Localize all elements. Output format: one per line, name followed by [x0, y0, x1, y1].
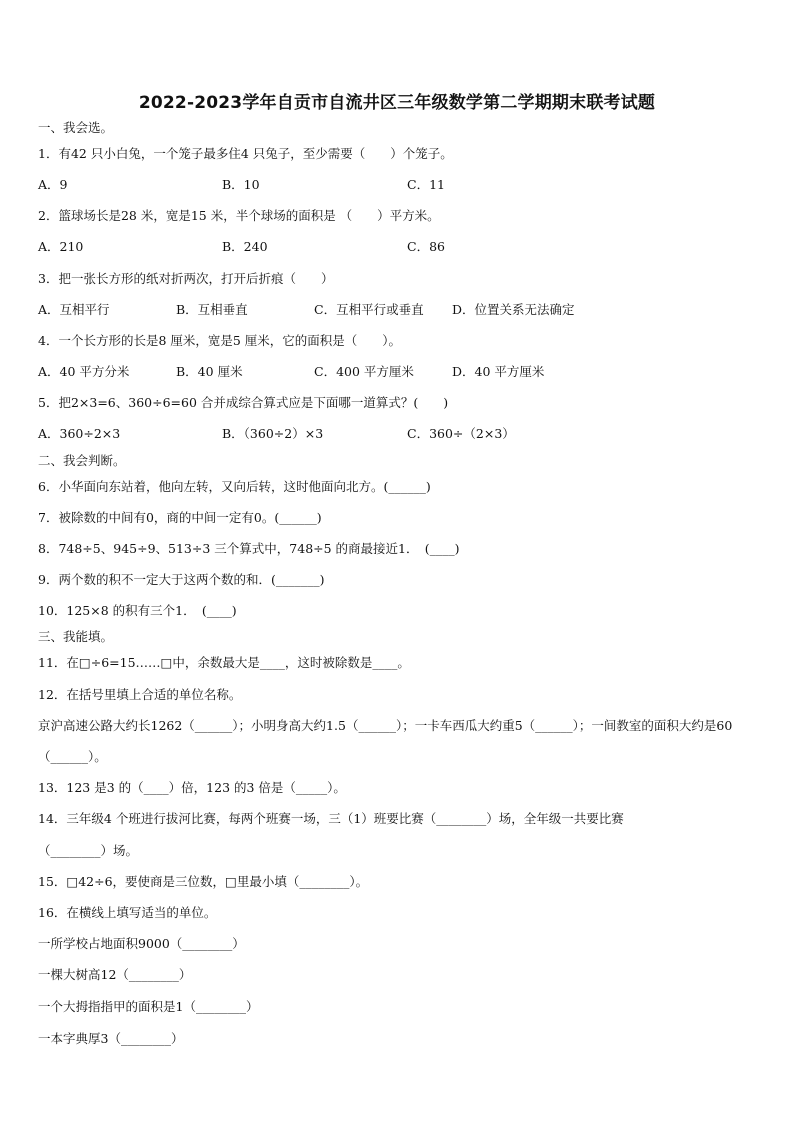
question-16-item: 一个大拇指指甲的面积是1（________）	[38, 999, 259, 1014]
page-title: 2022-2023学年自贡市自流井区三年级数学第二学期期末联考试题	[138, 93, 656, 113]
q2-option-c: C．86	[407, 239, 445, 254]
section-heading-judge: 二、我会判断。	[38, 453, 126, 468]
q3-option-d: D．位置关系无法确定	[452, 302, 575, 317]
question-3: 3．把一张长方形的纸对折两次，打开后折痕（ ）	[38, 271, 334, 286]
question-12-content: 京沪高速公路大约长1262（______）；小明身高大约1.5（______）；一卡车西瓜大约重5（______）；一间教室的面积大约是60（______）。	[38, 718, 733, 764]
q5-option-b: B．（360÷2）×3	[222, 426, 324, 441]
question-13: 13．123 是3 的（____）倍，123 的3 倍是（_____）。	[38, 780, 346, 795]
q1-option-a: A．9	[38, 177, 68, 192]
question-2: 2．篮球场长是28 米，宽是15 米，半个球场的面积是 （ ）平方米。	[38, 208, 440, 223]
q1-option-b: B．10	[222, 177, 260, 192]
question-7: 7．被除数的中间有0，商的中间一定有0。(______)	[38, 510, 322, 525]
section-heading-choice: 一、我会选。	[38, 120, 114, 135]
q5-option-a: A．360÷2×3	[38, 426, 121, 441]
question-14-continued: （________）场。	[38, 843, 139, 858]
q4-option-b: B．40 厘米	[176, 364, 243, 379]
question-11: 11．在□÷6=15……□中，余数最大是____，这时被除数是____。	[38, 655, 410, 670]
q2-option-a: A．210	[38, 239, 84, 254]
q3-option-a: A．互相平行	[38, 302, 110, 317]
q4-option-c: C．400 平方厘米	[314, 364, 414, 379]
question-6: 6．小华面向东站着，他向左转，又向后转，这时他面向北方。(______)	[38, 479, 431, 494]
section-heading-fill: 三、我能填。	[38, 629, 114, 644]
q1-option-c: C．11	[407, 177, 445, 192]
question-12: 12．在括号里填上合适的单位名称。	[38, 687, 242, 702]
question-16: 16．在横线上填写适当的单位。	[38, 905, 217, 920]
question-16-item: 一本字典厚3（________）	[38, 1031, 184, 1046]
q4-option-a: A．40 平方分米	[38, 364, 130, 379]
question-8: 8．748÷5、945÷9、513÷3 三个算式中，748÷5 的商最接近1． (____)	[38, 541, 460, 556]
question-16-item: 一棵大树高12（________）	[38, 967, 192, 982]
q3-option-c: C．互相平行或垂直	[314, 302, 424, 317]
q3-option-b: B．互相垂直	[176, 302, 248, 317]
question-5: 5．把2×3=6、360÷6=60 合并成综合算式应是下面哪一道算式？( )	[38, 395, 449, 410]
q4-option-d: D．40 平方厘米	[452, 364, 545, 379]
question-9: 9．两个数的积不一定大于这两个数的和．(_______)	[38, 572, 325, 587]
q2-option-b: B．240	[222, 239, 268, 254]
question-1: 1．有42 只小白兔，一个笼子最多住4 只兔子，至少需要（ ）个笼子。	[38, 146, 453, 161]
question-15: 15．□42÷6，要使商是三位数，□里最小填（________）。	[38, 874, 369, 889]
q5-option-c: C．360÷（2×3）	[407, 426, 515, 441]
question-16-item: 一所学校占地面积9000（________）	[38, 936, 245, 951]
question-10: 10．125×8 的积有三个1． (____)	[38, 603, 237, 618]
question-14: 14．三年级4 个班进行拔河比赛，每两个班赛一场，三（1）班要比赛（________）场，全年级一共要比赛	[38, 811, 624, 826]
question-4: 4．一个长方形的长是8 厘米，宽是5 厘米，它的面积是（ ）。	[38, 333, 402, 348]
